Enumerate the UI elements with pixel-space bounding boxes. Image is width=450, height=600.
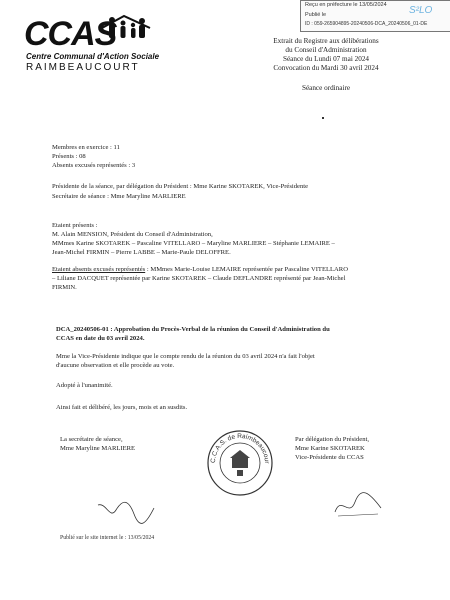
- header-line4: Convocation du Mardi 30 avril 2024: [273, 64, 379, 72]
- signature-right-role: Par délégation du Président,: [295, 436, 369, 443]
- logo-town: RAIMBEAUCOURT: [26, 62, 140, 73]
- signature-right-name: Mme Karine SKOTAREK: [295, 445, 365, 452]
- members-present: Présents : 08: [52, 153, 86, 160]
- stamp-received: Reçu en préfecture le 13/05/2024: [305, 2, 387, 8]
- dot-mark: [322, 117, 324, 119]
- stamp-id: ID : 059-265904895-20240506-DCA_20240506_01-DE: [305, 21, 428, 27]
- deliberation-body-line1: Mme la Vice-Présidente indique que le compte rendu de la réunion du 03 avril 2024 n'a fait l'objet: [56, 353, 315, 360]
- ccas-seal-stamp: [205, 428, 275, 498]
- logo-subtitle: Centre Communal d'Action Sociale: [26, 52, 160, 61]
- deliberation-title-line2: CCAS en date du 03 avril 2024.: [56, 335, 145, 342]
- absent-line1: [52, 266, 348, 274]
- signature-left-role: La secrétaire de séance,: [60, 436, 123, 443]
- signature-left-name: Mme Maryline MARLIERE: [60, 445, 136, 452]
- absent-line3: FIRMIN.: [52, 284, 77, 291]
- deliberation-body-line2: d'aucune observation et elle procède au vote.: [56, 362, 175, 369]
- seal-text: C.C.A.S. de Raimbeaucour: [209, 432, 271, 464]
- present-heading: Etaient présents :: [52, 222, 98, 229]
- signature-right-title: Vice-Présidente du CCAS: [295, 454, 364, 461]
- present-line1: M. Alain MENSION, Président du Conseil d'Administration,: [52, 231, 213, 238]
- prefecture-receipt-stamp: [300, 0, 450, 32]
- header-line2: du Conseil d'Administration: [285, 46, 367, 54]
- absent-line1-rest: : MMmes Marie-Louise LEMAIRE représentée par Pascaline VITELLARO: [145, 266, 348, 273]
- published-footer: Publié sur le site internet le : 13/05/2024: [60, 535, 155, 541]
- session-secretary: Secrétaire de séance : Mme Maryline MARLIERE: [52, 193, 186, 200]
- deliberation-adopted: Adopté à l'unanimité.: [56, 382, 113, 389]
- handwritten-signature-right: [333, 490, 383, 520]
- header-line1: Extrait du Registre aux délibérations: [273, 37, 379, 45]
- stamp-published: Publié le: [305, 12, 327, 18]
- handwritten-signature-left: [96, 500, 156, 530]
- present-line3: Jean-Michel FIRMIN – Pierre LABBE – Marie-Paule DELOFFRE.: [52, 249, 231, 256]
- stamp-brand: S²LO: [409, 5, 433, 16]
- header-session-type: Séance ordinaire: [301, 84, 351, 92]
- logo-title: CCAS: [24, 15, 117, 53]
- absent-label: Etaient absents excusés représentés: [52, 266, 146, 273]
- deliberation-title-line1: DCA_20240506-01 : Approbation du Procès-Verbal de la réunion du Conseil d'Administration du: [56, 326, 330, 333]
- session-president: Présidente de la séance, par délégation du Président : Mme Karine SKOTAREK, Vice-Présidente: [52, 183, 309, 190]
- members-absent: Absents excusés représentés : 3: [52, 162, 136, 169]
- absent-line2: – Liliane DACQUET représentée par Karine SKOTAREK – Claude DEFLANDRE représenté par Jean-Michel: [52, 275, 346, 282]
- header-line3: Séance du Lundi 07 mai 2024: [282, 55, 370, 63]
- deliberation-closing: Ainsi fait et délibéré, les jours, mois et an susdits.: [56, 404, 188, 411]
- present-line2: MMmes Karine SKOTAREK – Pascaline VITELLARO – Maryline MARLIERE – Stéphanie LEMAIRE –: [52, 240, 335, 247]
- members-in-office: Membres en exercice : 11: [52, 144, 120, 151]
